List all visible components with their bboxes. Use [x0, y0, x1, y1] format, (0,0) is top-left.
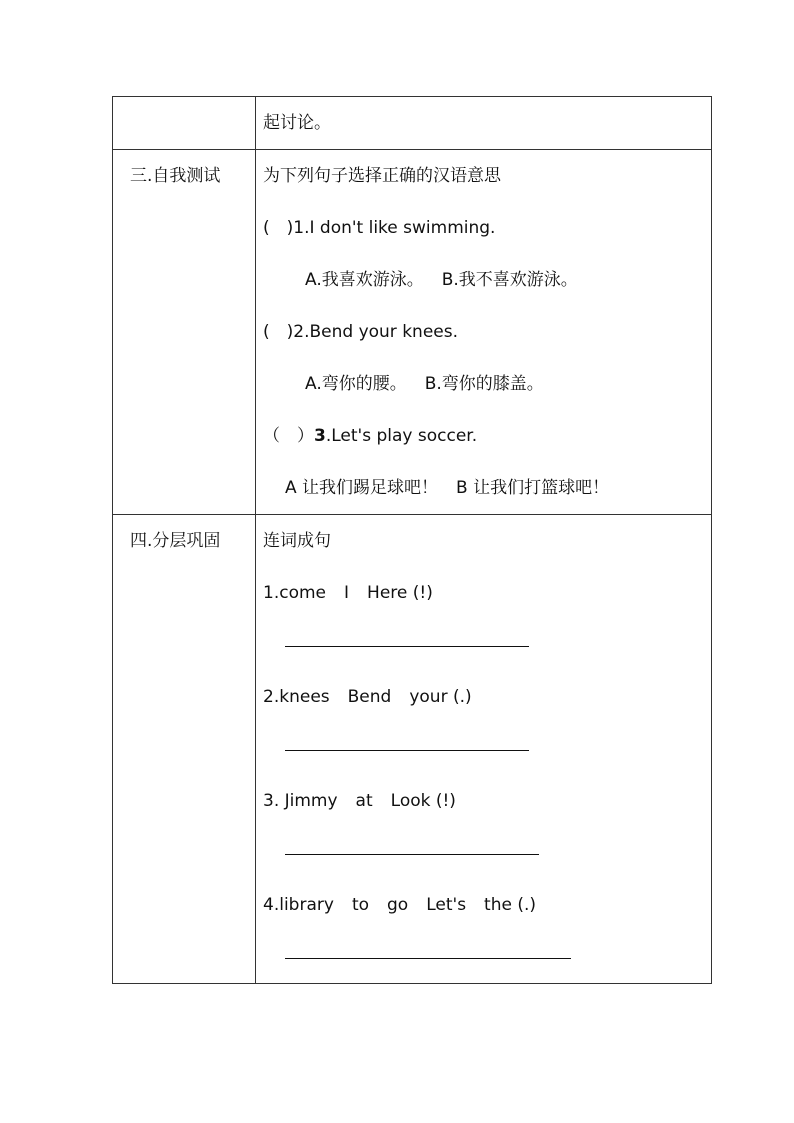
scramble-item-3: 3. Jimmy at Look (!) — [263, 791, 456, 811]
word: to — [351, 895, 370, 915]
scramble-item-4: 4.library to go Let's the (.) — [263, 895, 537, 915]
section-instruction: 连词成句 — [263, 531, 331, 551]
question-3 — [256, 410, 711, 462]
word: Let's — [426, 895, 467, 915]
question-2 — [256, 306, 711, 358]
scramble-item-1: 1.come I Here (!) — [263, 583, 433, 603]
option-a: A.我喜欢游泳。 — [305, 270, 424, 290]
section-label-consolidation: 四.分层巩固 — [130, 531, 221, 551]
word: I — [344, 583, 350, 603]
word: Jimmy — [284, 791, 338, 811]
row-content — [256, 97, 712, 150]
answer-blank[interactable] — [285, 931, 571, 959]
question-text: 1.I don't like swimming. — [293, 218, 496, 238]
question-2-options — [256, 358, 711, 410]
word: library — [279, 895, 334, 915]
table-row — [113, 150, 712, 515]
option-a: A 让我们踢足球吧！ — [285, 478, 439, 498]
answer-paren: ( ) — [263, 218, 294, 238]
word: Look (!) — [390, 791, 456, 811]
answer-paren: （ ） — [263, 426, 314, 446]
consolidation-content — [256, 515, 712, 984]
word: the (.) — [484, 895, 537, 915]
option-b: B.我不喜欢游泳。 — [441, 270, 578, 290]
option-a: A.弯你的腰。 — [305, 374, 407, 394]
word: Here (!) — [367, 583, 433, 603]
option-b: B 让我们打篮球吧！ — [456, 478, 610, 498]
question-3-options — [256, 462, 711, 514]
self-test-content — [256, 150, 712, 515]
word: go — [387, 895, 409, 915]
question-text: .Let's play soccer. — [325, 426, 478, 446]
answer-paren: ( ) — [263, 322, 294, 342]
question-number: 3 — [314, 426, 326, 446]
table-row — [113, 515, 712, 984]
word: your (.) — [409, 687, 472, 707]
question-1-options — [256, 254, 711, 306]
answer-blank[interactable] — [285, 827, 539, 855]
word: at — [355, 791, 373, 811]
answer-blank[interactable] — [285, 619, 529, 647]
option-b: B.弯你的膝盖。 — [424, 374, 544, 394]
question-text: 2.Bend your knees. — [293, 322, 459, 342]
worksheet-table — [112, 96, 710, 984]
word: come — [279, 583, 327, 603]
word: Bend — [347, 687, 392, 707]
word: knees — [279, 687, 330, 707]
table-row — [113, 97, 712, 150]
scramble-item-2: 2.knees Bend your (.) — [263, 687, 472, 707]
question-1 — [256, 202, 711, 254]
section-label-self-test: 三.自我测试 — [130, 166, 221, 186]
section-instruction: 为下列句子选择正确的汉语意思 — [263, 166, 501, 186]
answer-blank[interactable] — [285, 723, 529, 751]
row-label-empty — [113, 97, 256, 150]
continued-text: 起讨论。 — [263, 113, 331, 133]
